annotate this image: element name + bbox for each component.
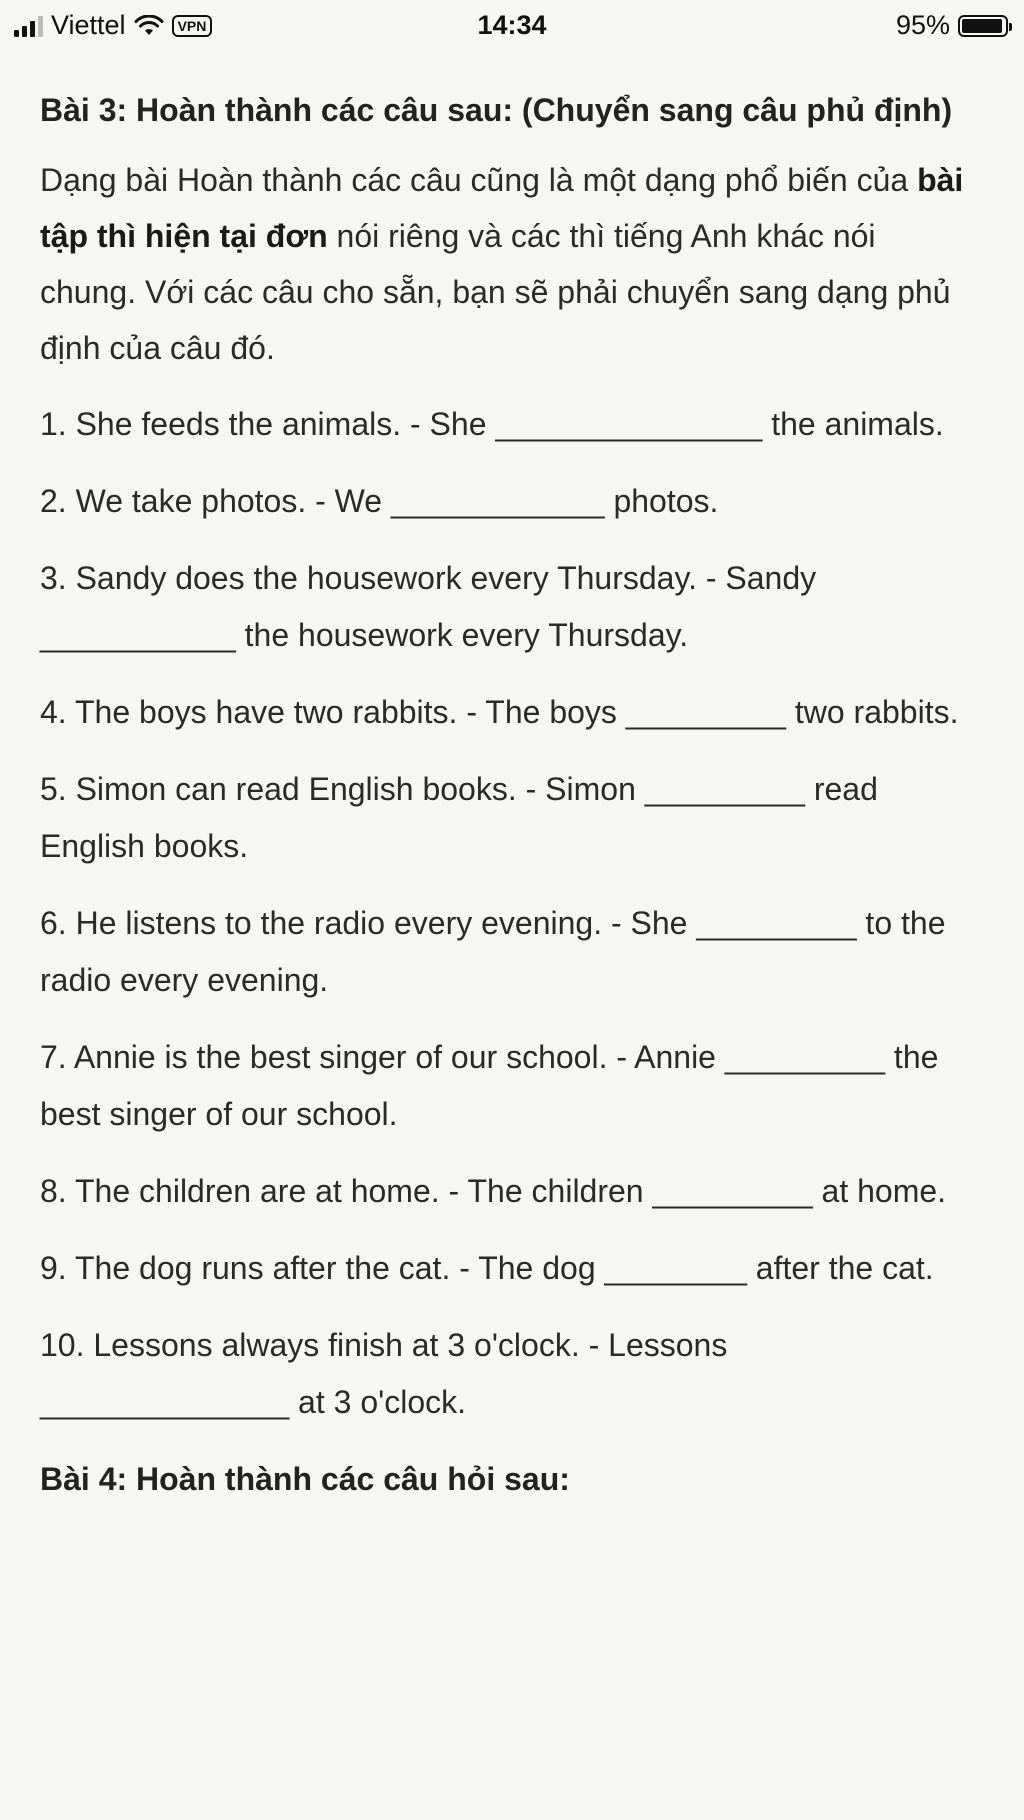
- section-4-title: Bài 4: Hoàn thành các câu hỏi sau:: [40, 1461, 570, 1497]
- exercise-item: [40, 895, 980, 1009]
- battery-fill: [962, 19, 1002, 33]
- answer-blank: _________: [652, 1173, 813, 1209]
- exercise-item: [40, 761, 980, 875]
- exercise-list: [40, 396, 980, 1431]
- battery-percent: 95%: [895, 10, 950, 40]
- answer-blank: ___________: [40, 617, 236, 653]
- exercise-sentence-end: the best singer of our school.: [40, 1039, 939, 1132]
- exercise-sentence: 5. Simon can read English books. - Simon: [40, 771, 645, 807]
- exercise-sentence-end: photos.: [604, 483, 719, 519]
- answer-blank: ______________: [40, 1384, 290, 1420]
- exercise-sentence: 1. She feeds the animals. - She: [40, 406, 496, 442]
- exercise-sentence: 7. Annie is the best singer of our school. - Annie: [40, 1039, 725, 1075]
- exercise-item: [40, 1029, 980, 1143]
- answer-blank: ____________: [390, 483, 605, 519]
- article-content: [40, 82, 980, 1521]
- battery-icon: [958, 15, 1008, 37]
- exercise-item: [40, 1163, 980, 1220]
- status-bar: [0, 0, 1024, 52]
- exercise-item: [40, 1240, 980, 1297]
- exercise-item: [40, 473, 980, 530]
- intro-text-1: Dạng bài Hoàn thành các câu cũng là một dạng phổ biến của: [40, 162, 918, 198]
- answer-blank: _________: [724, 1039, 886, 1075]
- answer-blank: ________: [604, 1250, 747, 1286]
- exercise-sentence-end: the animals.: [762, 406, 944, 442]
- exercise-sentence-end: at home.: [812, 1173, 947, 1209]
- section-3-intro: [40, 152, 980, 376]
- exercise-item: [40, 1317, 980, 1431]
- carrier-name: Viettel: [51, 10, 126, 40]
- section-3-title: Bài 3: Hoàn thành các câu sau: (Chuyển sang câu phủ định): [40, 92, 953, 128]
- exercise-sentence: 4. The boys have two rabbits. - The boys: [40, 694, 626, 730]
- exercise-item: [40, 684, 980, 741]
- exercise-item: [40, 396, 980, 453]
- exercise-sentence: 3. Sandy does the housework every Thursday. - Sandy: [40, 560, 817, 596]
- exercise-sentence-end: two rabbits.: [785, 694, 959, 730]
- clock: 14:34: [477, 10, 547, 40]
- exercise-sentence-end: to the radio every evening.: [40, 905, 946, 998]
- exercise-sentence: 10. Lessons always finish at 3 o'clock. - Lessons: [40, 1327, 728, 1363]
- answer-blank: _________: [696, 905, 857, 941]
- status-right: [896, 10, 1008, 41]
- answer-blank: _________: [644, 771, 805, 807]
- answer-blank: _________: [625, 694, 786, 730]
- exercise-sentence-end: after the cat.: [746, 1250, 934, 1286]
- exercise-sentence: 6. He listens to the radio every evening. - She: [40, 905, 697, 941]
- exercise-sentence-end: the housework every Thursday.: [235, 617, 689, 653]
- exercise-sentence: 8. The children are at home. - The children: [40, 1173, 653, 1209]
- exercise-sentence-end: at 3 o'clock.: [289, 1384, 467, 1420]
- vpn-icon: VPN: [172, 15, 213, 37]
- answer-blank: _______________: [495, 406, 763, 442]
- exercise-sentence-end: read English books.: [40, 771, 878, 864]
- intro-text-2: nói riêng và các thì tiếng Anh khác nói chung. Với các câu cho sẵn, bạn sẽ phải chuyển sang dạng phủ định của câu đó.: [40, 218, 951, 366]
- intro-bold-link: bài tập thì hiện tại đơn: [40, 162, 964, 254]
- exercise-sentence: 2. We take photos. - We: [40, 483, 391, 519]
- exercise-sentence: 9. The dog runs after the cat. - The dog: [40, 1250, 605, 1286]
- exercise-item: [40, 550, 980, 664]
